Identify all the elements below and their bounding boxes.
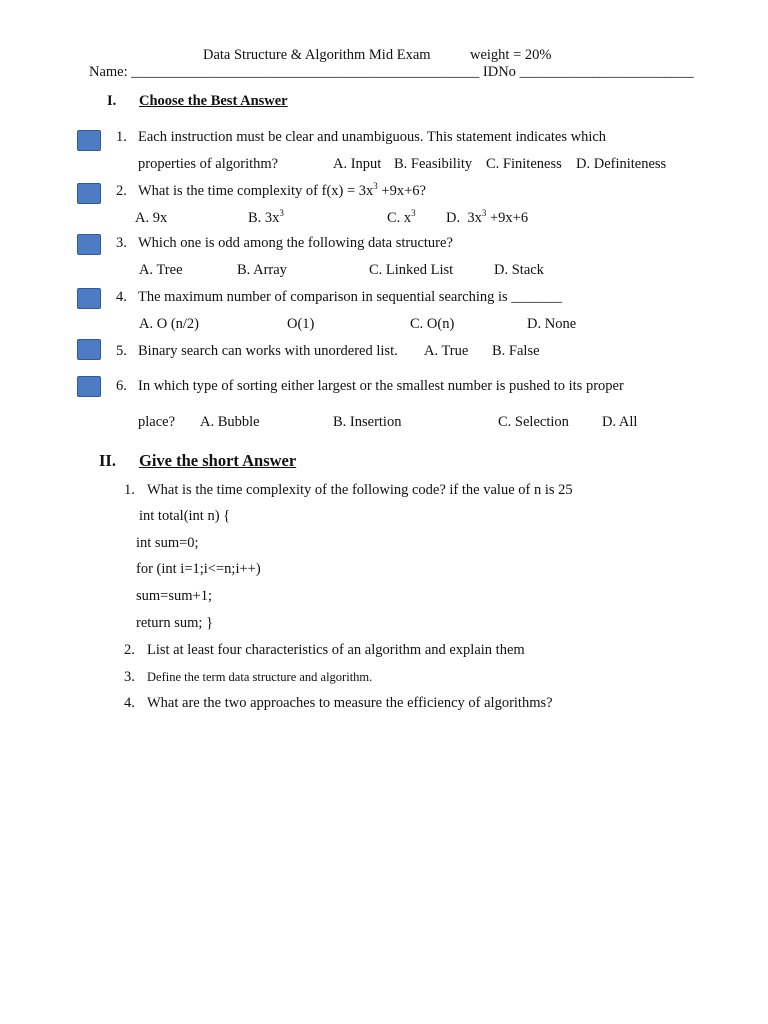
q5-number: 5.: [116, 343, 127, 359]
id-label: IDNo: [482, 64, 516, 80]
s2-q3-number: 3.: [124, 669, 135, 685]
s2-q4-text: What are the two approaches to measure the efficiency of algorithms?: [147, 695, 553, 711]
s2-q2-number: 2.: [124, 642, 135, 658]
s2-q1-text: What is the time complexity of the following code? if the value of n is 25: [147, 482, 573, 498]
q3-option-b: B. Array: [237, 262, 287, 278]
id-blank: ________________________: [519, 64, 694, 80]
q5-text: Binary search can works with unordered list.: [138, 343, 398, 359]
q4-option-b: O(1): [287, 316, 315, 332]
exam-title: Data Structure & Algorithm Mid Exam: [203, 47, 431, 63]
q6-number: 6.: [116, 378, 127, 394]
answer-checkbox-q5[interactable]: [77, 339, 101, 360]
q4-option-d: D. None: [527, 316, 577, 332]
q1-option-b: B. Feasibility: [394, 156, 473, 172]
q6-option-b: B. Insertion: [333, 414, 402, 430]
q1-option-c: C. Finiteness: [486, 156, 562, 172]
q1-option-a: A. Input: [333, 156, 382, 172]
q5-option-a: A. True: [424, 343, 469, 359]
q3-option-d: D. Stack: [494, 262, 544, 278]
q1-number: 1.: [116, 129, 127, 145]
q3-option-a: A. Tree: [139, 262, 183, 278]
q2-text: What is the time complexity of $f(x) = 3x^3 +9x+6$?: [138, 181, 426, 199]
s2-q1-number: 1.: [124, 482, 135, 498]
s2-q2-text: List at least four characteristics of an algorithm and explain them: [147, 642, 525, 658]
q6-option-d: D. All: [602, 414, 638, 430]
name-blank: ________________________________________________: [131, 64, 480, 80]
section1-numeral: I.: [107, 93, 117, 109]
q4-option-c: C. O(n): [410, 316, 455, 332]
q6-option-a: A. Bubble: [200, 414, 260, 430]
code-line: int sum=0;: [136, 535, 199, 551]
q2-option-c: C. $x^3$: [387, 208, 416, 226]
q2-option-a: A. 9x: [135, 210, 168, 226]
q2-option-d: D. $3x^3 +9x+6$: [446, 208, 529, 226]
name-label: Name:: [89, 64, 128, 80]
code-line: int total(int n) {: [139, 508, 231, 524]
q2-number: 2.: [116, 183, 127, 199]
s2-q4-number: 4.: [124, 695, 135, 711]
answer-checkbox-q1[interactable]: [77, 130, 101, 151]
exam-weight: weight = 20%: [470, 47, 552, 63]
q3-number: 3.: [116, 235, 127, 251]
q4-option-a: A. O (n/2): [139, 316, 200, 332]
name-line: [89, 64, 694, 81]
q1-option-d: D. Definiteness: [576, 156, 667, 172]
section1-title: Choose the Best Answer: [139, 93, 288, 109]
code-line: sum=sum+1;: [136, 588, 212, 604]
q6-text-line2: place?: [138, 414, 176, 430]
q3-option-c: C. Linked List: [369, 262, 454, 278]
q3-text: Which one is odd among the following data structure?: [138, 235, 453, 251]
answer-checkbox-q2[interactable]: [77, 183, 101, 204]
s2-q3-text: Define the term data structure and algorithm.: [147, 670, 373, 684]
q5-option-b: B. False: [492, 343, 540, 359]
q6-text-line1: In which type of sorting either largest or the smallest number is pushed to its proper: [138, 378, 624, 394]
answer-checkbox-q6[interactable]: [77, 376, 101, 397]
code-line: for (int i=1;i<=n;i++): [136, 561, 261, 577]
q1-text-line1: Each instruction must be clear and unambiguous. This statement indicates which: [138, 129, 607, 145]
section2-title: Give the short Answer: [139, 451, 297, 470]
section2-numeral: II.: [99, 451, 116, 470]
answer-checkbox-q3[interactable]: [77, 234, 101, 255]
code-line: return sum; }: [136, 615, 214, 631]
q1-text-line2: properties of algorithm?: [138, 156, 279, 172]
q4-number: 4.: [116, 289, 127, 305]
answer-checkbox-q4[interactable]: [77, 288, 101, 309]
q6-option-c: C. Selection: [498, 414, 569, 430]
q2-option-b: B. $3x^3$: [248, 208, 284, 226]
q4-text: The maximum number of comparison in sequential searching is _______: [138, 289, 563, 305]
